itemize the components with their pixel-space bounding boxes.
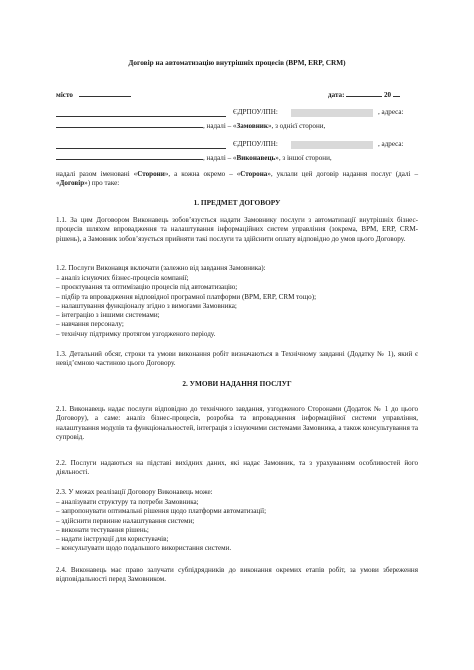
- list-item: – проєктування та оптимізацію процесів під автоматизацію;: [56, 283, 238, 292]
- intro-contract: Договір: [59, 179, 85, 188]
- list-item: – підбір та впровадження відповідної програмної платформи (BPM, ERP, CRM тощо);: [56, 292, 317, 301]
- executor-line-2: [56, 151, 418, 161]
- list-item: – запропонувати оптимальні рішення щодо платформи автоматизації;: [56, 507, 267, 516]
- executor-edrpou-field[interactable]: [291, 141, 373, 149]
- clause-2-1: 2.1. Виконавець надає послуги відповідно до технічного завдання, узгодженого Сторонами (Додаток № 1 до цього Договору), а саме: аналіз бізнес-процесів, розробка та впровадження інформаційної системи управління, налаштування модулів та функціональностей, інтеграція з існуючими системами Замовника, а також консультування та супровід.: [56, 405, 418, 441]
- clause-1-3: 1.3. Детальний обсяг, строки та умови виконання робіт визначаються в Технічному завданні (Додатку № 1), який є невід’ємною частиною цього Договору.: [56, 350, 418, 368]
- city-label: місто: [56, 91, 73, 99]
- list-item: – здійснити первинне налаштування системи;: [56, 516, 195, 525]
- customer-edrpou-label: ЄДРПОУ/ІПН:: [233, 108, 278, 116]
- executor-suffix-post: », з іншої сторони,: [275, 154, 332, 162]
- intro-text-1: надалі разом іменовані «: [56, 170, 138, 178]
- intro-paragraph: [56, 170, 418, 189]
- list-item: – аналізувати структуру та потреби Замовника;: [56, 498, 199, 506]
- date-label: дата:: [328, 91, 345, 99]
- executor-suffix-pre: , надалі – «: [203, 154, 237, 162]
- list-item: – інтеграцію з іншими системами;: [56, 311, 160, 320]
- customer-address-label: , адреса:: [378, 108, 404, 116]
- customer-address-field[interactable]: [56, 119, 203, 128]
- date-block: [328, 88, 400, 100]
- executor-address-label: , адреса:: [378, 140, 404, 148]
- year-field[interactable]: [393, 88, 400, 97]
- executor-address-field[interactable]: [56, 151, 203, 160]
- intro-party: Сторона: [240, 170, 268, 178]
- intro-text-4: ») про таке:: [84, 179, 120, 188]
- customer-line-1: [56, 108, 418, 118]
- customer-edrpou-field[interactable]: [291, 109, 373, 117]
- city-date-row: [56, 88, 418, 98]
- city-field[interactable]: [79, 88, 131, 97]
- document-title: Договір на автоматизацію внутрішніх процесів (BPM, ERP, CRM): [128, 58, 346, 67]
- list-item: – консультувати щодо подальшого використання системи.: [56, 544, 232, 553]
- executor-name-field[interactable]: [56, 140, 226, 149]
- customer-line-2: [56, 119, 418, 129]
- intro-parties: Сторони: [137, 170, 165, 178]
- clause-2-4: 2.4. Виконавець має право залучати субпідрядників до виконання окремих етапів робіт, за умови збереження відповідальності перед Замовником.: [56, 566, 418, 584]
- customer-suffix-post: », з однієї сторони,: [267, 122, 326, 130]
- section-2-title: 2. УМОВИ НАДАННЯ ПОСЛУГ: [182, 379, 292, 388]
- list-item: – надати інструкції для користувачів;: [56, 535, 169, 544]
- clause-2-3: 2.3. У межах реалізації Договору Виконавець може:: [56, 488, 213, 496]
- intro-text-2: », а кожна окремо – «: [164, 170, 241, 178]
- customer-name-field[interactable]: [56, 108, 226, 117]
- list-item: – технічну підтримку протягом узгодженого періоду.: [56, 329, 216, 338]
- date-field[interactable]: [346, 88, 382, 97]
- list-item: – виконати тестування рішень;: [56, 525, 149, 534]
- executor-line-1: [56, 140, 418, 150]
- clause-1-2: 1.2. Послуги Виконавця включати (залежно від завдання Замовника):: [56, 264, 266, 272]
- list-item: – навчання персоналу;: [56, 320, 124, 329]
- section-1-title: 1. ПРЕДМЕТ ДОГОВОРУ: [193, 198, 281, 207]
- executor-rights-list: [56, 498, 418, 554]
- clause-2-2: 2.2. Послуги надаються на підставі вихідних даних, які надає Замовник, та з урахуванням особливостей його діяльності.: [56, 459, 418, 477]
- customer-suffix-pre: , надалі – «: [203, 122, 237, 130]
- list-item: – аналіз існуючих бізнес-процесів компанії;: [56, 274, 189, 282]
- executor-edrpou-label: ЄДРПОУ/ІПН:: [233, 140, 278, 148]
- list-item: – налаштування функціоналу згідно з вимогами Замовника;: [56, 301, 237, 310]
- executor-role: Виконавець: [236, 154, 276, 162]
- intro-text-3: », уклали цей договір надання послуг (далі – «: [56, 170, 418, 188]
- clause-1-1: 1.1. За цим Договором Виконавець зобов’язується надати Замовнику послуги з автоматизації внутрішніх бізнес-процесів шляхом впровадження та налаштування інформаційних систем управління (зокрема, BPM, ERP, CRM-рішень), а Замовник зобов’язується прийняти такі послуги та здійснити оплату відповідно до умов цього Договору.: [56, 216, 418, 243]
- customer-role: Замовник: [236, 122, 268, 130]
- year-prefix: 20: [384, 91, 392, 99]
- services-list: [56, 274, 418, 339]
